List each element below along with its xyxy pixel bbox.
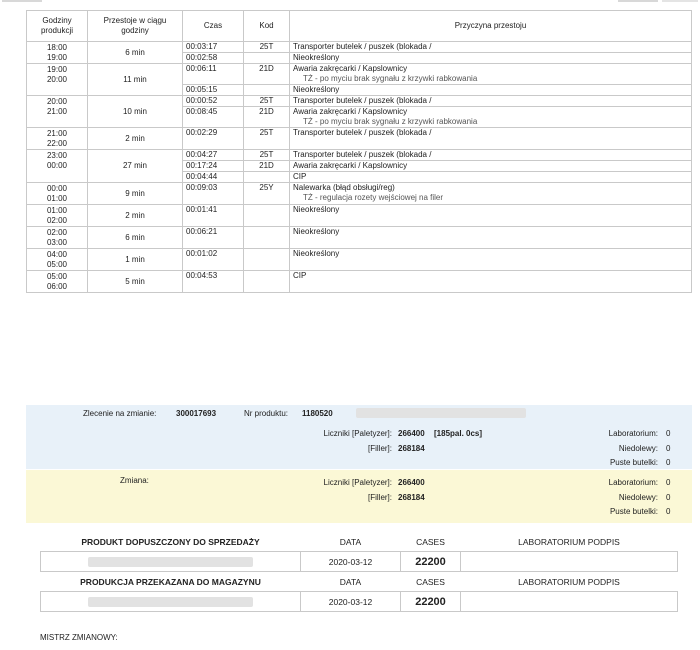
shift-summary [26,470,692,523]
stop-time: 00:06:11 [183,64,244,85]
transfer-cases-value: 22200 [401,592,461,612]
release-lab-label: LABORATORIUM PODPIS [518,536,620,547]
stop-time: 00:06:21 [183,227,244,249]
redacted-signature [88,597,253,607]
stop-reason: CIP [293,271,307,280]
hour-range: 01:00 02:00 [27,205,88,227]
header-fragment [2,0,42,2]
downtime-row [27,64,692,85]
release-table [40,532,678,612]
stop-reason: Awaria zakręcarki / Kapslownicy [293,64,408,73]
shift-laboratory-label: Laboratorium: [608,478,658,487]
stop-code [244,85,290,96]
stop-reason: Nieokreślony [293,85,340,94]
stop-code: 21D [244,107,290,128]
hour-downtime: 11 min [88,64,183,96]
stop-note: TŻ - po myciu brak sygnału z krzywki rabkowania [303,117,478,126]
transfer-redacted-cell [41,592,301,612]
order-label: Zlecenie na zmianie: [83,409,157,418]
palletizer-counter-label: Liczniki [Paletyzer]: [323,429,392,438]
stop-time: 00:04:53 [183,271,244,293]
downtime-row [27,271,692,293]
transfer-cases-label: CASES [416,576,445,587]
stop-time: 00:02:58 [183,53,244,64]
hour-range: 19:00 20:00 [27,64,88,96]
stop-time: 00:04:44 [183,172,244,183]
downtime-row [27,227,692,249]
stop-reason-cell [290,227,692,249]
header-fragment [662,0,698,2]
stop-note: TŻ - regulacja rozety wejściowej na filer [303,193,444,202]
release-cases-value: 22200 [401,552,461,572]
release-date-value: 2020-03-12 [301,552,401,572]
stop-reason-cell [290,205,692,227]
stop-code [244,53,290,64]
downtime-row [27,205,692,227]
palletizer-counter-extra: [185pal. 0cs] [434,429,483,438]
stop-time: 00:05:15 [183,85,244,96]
col-header-reason: Przyczyna przestoju [290,11,692,42]
palletizer-counter-value: 266400 [398,429,425,438]
release-redacted-cell [41,552,301,572]
stop-reason: Nieokreślony [293,53,340,62]
hour-downtime: 6 min [88,42,183,64]
hour-downtime: 6 min [88,227,183,249]
stop-time: 00:02:29 [183,128,244,150]
shift-underfill-value: 0 [666,493,671,502]
shift-filler-label: [Filler]: [368,493,392,502]
stop-reason-cell [290,183,692,205]
shift-underfill-label: Niedolewy: [618,493,658,502]
col-header-downtime: Przestoje w ciągu godziny [88,11,183,42]
stop-code [244,205,290,227]
stop-reason: Nieokreślony [293,249,340,258]
stop-time: 00:01:41 [183,205,244,227]
stop-time: 00:08:45 [183,107,244,128]
shift-palletizer-label: Liczniki [Paletyzer]: [323,478,392,487]
shift-empty-bottles-value: 0 [666,507,671,516]
stop-code: 25T [244,96,290,107]
stop-time: 00:17:24 [183,161,244,172]
stop-reason: Transporter butelek / puszek (blokada / [293,150,432,159]
redacted-signature [88,557,253,567]
release-date-label: DATA [339,536,362,547]
underfill-value: 0 [666,444,671,453]
stop-reason: Transporter butelek / puszek (blokada / [293,42,432,51]
stop-code: 21D [244,64,290,85]
stop-reason-cell [290,96,692,107]
hour-range: 18:00 19:00 [27,42,88,64]
stop-code: 25Y [244,183,290,205]
stop-reason: Awaria zakręcarki / Kapslownicy [293,107,408,116]
stop-reason-cell [290,249,692,271]
downtime-row [27,150,692,161]
hour-range: 21:00 22:00 [27,128,88,150]
stop-reason: Transporter butelek / puszek (blokada / [293,96,432,105]
empty-bottles-value: 0 [666,458,671,467]
stop-code: 25T [244,128,290,150]
transfer-date-value: 2020-03-12 [301,592,401,612]
downtime-row [27,96,692,107]
transfer-value-row [41,592,678,612]
stop-reason-cell [290,42,692,53]
stop-reason-cell [290,150,692,161]
transfer-title: PRODUKCJA PRZEKAZANA DO MAGAZYNU [80,576,261,587]
release-value-row [41,552,678,572]
shift-empty-bottles-label: Puste butelki: [609,507,658,516]
empty-bottles-label: Puste butelki: [609,458,658,467]
stop-reason-cell [290,107,692,128]
filler-counter-value: 268184 [398,444,425,453]
stop-reason: CIP [293,172,307,181]
stop-reason: Awaria zakręcarki / Kapslownicy [293,161,408,170]
hour-downtime: 27 min [88,150,183,183]
product-number: 1180520 [302,409,333,418]
downtime-row [27,128,692,150]
stop-time: 00:00:52 [183,96,244,107]
stop-reason: Nalewarka (błąd obsługi/reg) [293,183,395,192]
col-header-hours: Godziny produkcji [27,11,88,42]
stop-reason-cell [290,53,692,64]
hour-downtime: 10 min [88,96,183,128]
stop-code: 21D [244,161,290,172]
shift-master-label: MISTRZ ZMIANOWY: [40,633,118,642]
product-label: Nr produktu: [244,409,289,418]
order-number: 300017693 [176,409,217,418]
stop-code [244,172,290,183]
table-header-row [27,11,692,42]
underfill-label: Niedolewy: [618,444,658,453]
stop-reason-cell [290,161,692,172]
hour-downtime: 2 min [88,128,183,150]
downtime-row [27,42,692,53]
stop-code [244,227,290,249]
downtime-row [27,249,692,271]
order-summary [26,405,692,469]
transfer-lab-signature-field [461,592,678,612]
stop-code [244,249,290,271]
hour-downtime: 9 min [88,183,183,205]
header-fragment [618,0,658,2]
hour-range: 02:00 03:00 [27,227,88,249]
transfer-header-row [41,572,678,592]
stop-code: 25T [244,150,290,161]
downtime-table [26,10,692,293]
shift-label: Zmiana: [120,476,149,485]
stop-reason-cell [290,172,692,183]
stop-reason-cell [290,271,692,293]
redacted-product-name [356,408,526,418]
hour-range: 04:00 05:00 [27,249,88,271]
col-header-code: Kod [244,11,290,42]
stop-note: TŻ - po myciu brak sygnału z krzywki rabkowania [303,74,478,83]
release-lab-signature-field [461,552,678,572]
stop-time: 00:09:03 [183,183,244,205]
stop-reason-cell [290,64,692,85]
release-header-row [41,532,678,552]
stop-reason-cell [290,85,692,96]
release-title: PRODUKT DOPUSZCZONY DO SPRZEDAŻY [81,536,260,547]
shift-laboratory-value: 0 [666,478,671,487]
stop-code [244,271,290,293]
shift-filler-value: 268184 [398,493,425,502]
stop-time: 00:04:27 [183,150,244,161]
hour-downtime: 1 min [88,249,183,271]
laboratory-label: Laboratorium: [608,429,658,438]
laboratory-value: 0 [666,429,671,438]
stop-reason: Nieokreślony [293,205,340,214]
hour-range: 05:00 06:00 [27,271,88,293]
downtime-row [27,183,692,205]
transfer-date-label: DATA [339,576,362,587]
hour-range: 23:00 00:00 [27,150,88,183]
hour-downtime: 5 min [88,271,183,293]
filler-counter-label: [Filler]: [368,444,392,453]
stop-code: 25T [244,42,290,53]
stop-reason: Transporter butelek / puszek (blokada / [293,128,432,137]
stop-reason-cell [290,128,692,150]
stop-time: 00:03:17 [183,42,244,53]
hour-downtime: 2 min [88,205,183,227]
stop-time: 00:01:02 [183,249,244,271]
col-header-time: Czas [183,11,244,42]
transfer-lab-label: LABORATORIUM PODPIS [518,576,620,587]
hour-range: 20:00 21:00 [27,96,88,128]
hour-range: 00:00 01:00 [27,183,88,205]
release-cases-label: CASES [416,536,445,547]
stop-reason: Nieokreślony [293,227,340,236]
shift-palletizer-value: 266400 [398,478,425,487]
